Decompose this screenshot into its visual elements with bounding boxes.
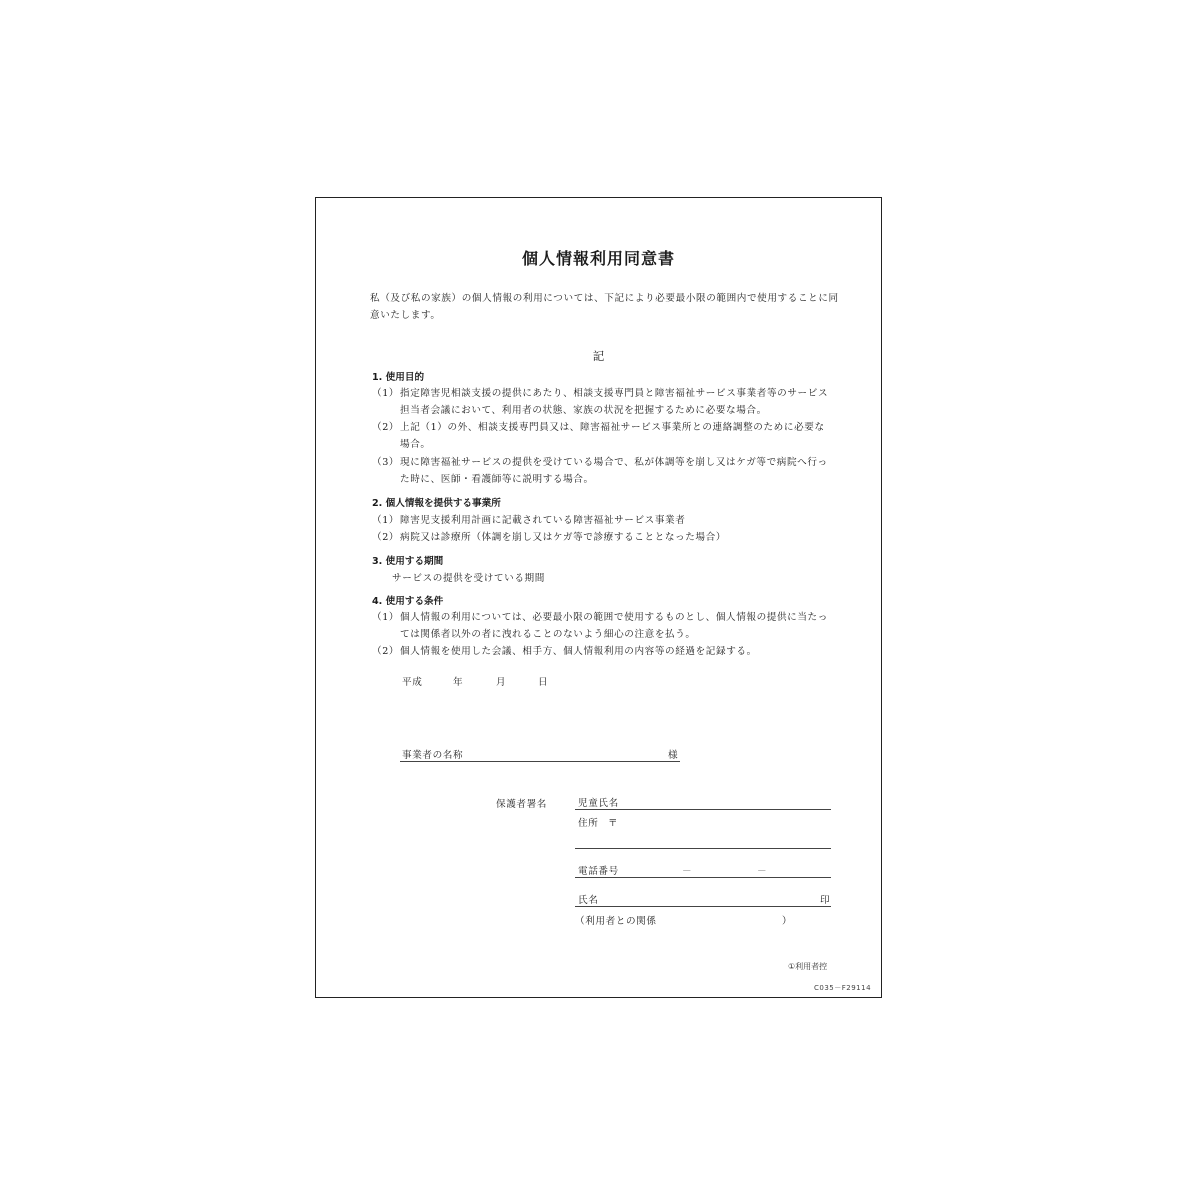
business-name-line — [400, 761, 680, 762]
section-heading-conditions: 4. 使用する条件 — [372, 596, 444, 607]
address-line — [575, 848, 831, 849]
item-number: （2） — [372, 532, 400, 543]
item-text: 障害児支援利用計画に記載されている障害福祉サービス事業者 — [400, 515, 686, 526]
item-number: （1） — [372, 515, 400, 526]
copy-label: ①利用者控 — [788, 962, 828, 971]
item-number: （2） — [372, 422, 400, 433]
item-number: （2） — [372, 646, 400, 657]
section-heading-purpose: 1. 使用目的 — [372, 372, 425, 383]
consent-form-sheet — [315, 197, 882, 998]
date-era: 平成 — [402, 677, 423, 688]
business-name-label: 事業者の名称 — [402, 750, 464, 761]
form-code: C035－F29114 — [814, 984, 872, 992]
item-text: 個人情報を使用した会議、相手方、個人情報利用の内容等の経過を記録する。 — [400, 646, 757, 657]
guardian-signature-label: 保護者署名 — [496, 799, 547, 810]
relation-close: ） — [782, 916, 793, 927]
item-text: 上記（1）の外、相談支援専門員又は、障害福祉サービス事業所との連絡調整のために必要な場合。 — [400, 422, 825, 450]
period-text: サービスの提供を受けている期間 — [392, 573, 545, 584]
child-name-label: 児童氏名 — [578, 798, 619, 809]
phone-dash-2: － — [757, 866, 768, 877]
seal-mark: 印 — [820, 895, 831, 906]
list-item — [372, 643, 834, 660]
guardian-name-label: 氏名 — [578, 895, 599, 906]
guardian-name-line — [575, 906, 831, 907]
phone-label: 電話番号 — [578, 866, 619, 877]
item-number: （1） — [372, 612, 400, 623]
list-item — [372, 512, 834, 529]
document-title: 個人情報利用同意書 — [521, 249, 675, 268]
list-item — [372, 609, 834, 643]
list-item — [372, 419, 834, 453]
date-day-label: 日 — [538, 677, 549, 688]
item-text: 病院又は診療所（体調を崩し又はケガ等で診療することとなった場合） — [400, 532, 727, 543]
item-number: （3） — [372, 457, 400, 468]
list-item — [372, 529, 834, 546]
list-item — [372, 385, 834, 419]
address-label: 住所 — [578, 818, 599, 829]
phone-dash-1: － — [682, 866, 693, 877]
intro-paragraph: 私（及び私の家族）の個人情報の利用については、下記により必要最小限の範囲内で使用することに同意いたします。 — [370, 293, 839, 321]
phone-line — [575, 877, 831, 878]
item-text: 現に障害福祉サービスの提供を受けている場合で、私が体調等を崩し又はケガ等で病院へ行った時に、医師・看護師等に説明する場合。 — [400, 457, 828, 485]
list-item — [372, 454, 834, 488]
item-text: 個人情報の利用については、必要最小限の範囲で使用するものとし、個人情報の提供に当たっては関係者以外の者に洩れることのないよう細心の注意を払う。 — [400, 612, 828, 640]
section-heading-period: 3. 使用する期間 — [372, 556, 444, 567]
relation-label: （利用者との関係 — [575, 916, 657, 927]
ki-heading: 記 — [592, 349, 605, 363]
item-number: （1） — [372, 388, 400, 399]
postal-mark: 〒 — [608, 818, 619, 829]
section-heading-providers: 2. 個人情報を提供する事業所 — [372, 498, 501, 509]
business-suffix: 様 — [668, 750, 679, 761]
item-text: 指定障害児相談支援の提供にあたり、相談支援専門員と障害福祉サービス事業者等のサービス担当者会議において、利用者の状態、家族の状況を把握するために必要な場合。 — [400, 388, 829, 416]
child-name-line — [575, 809, 831, 810]
date-month-label: 月 — [496, 677, 507, 688]
date-year-label: 年 — [453, 677, 464, 688]
